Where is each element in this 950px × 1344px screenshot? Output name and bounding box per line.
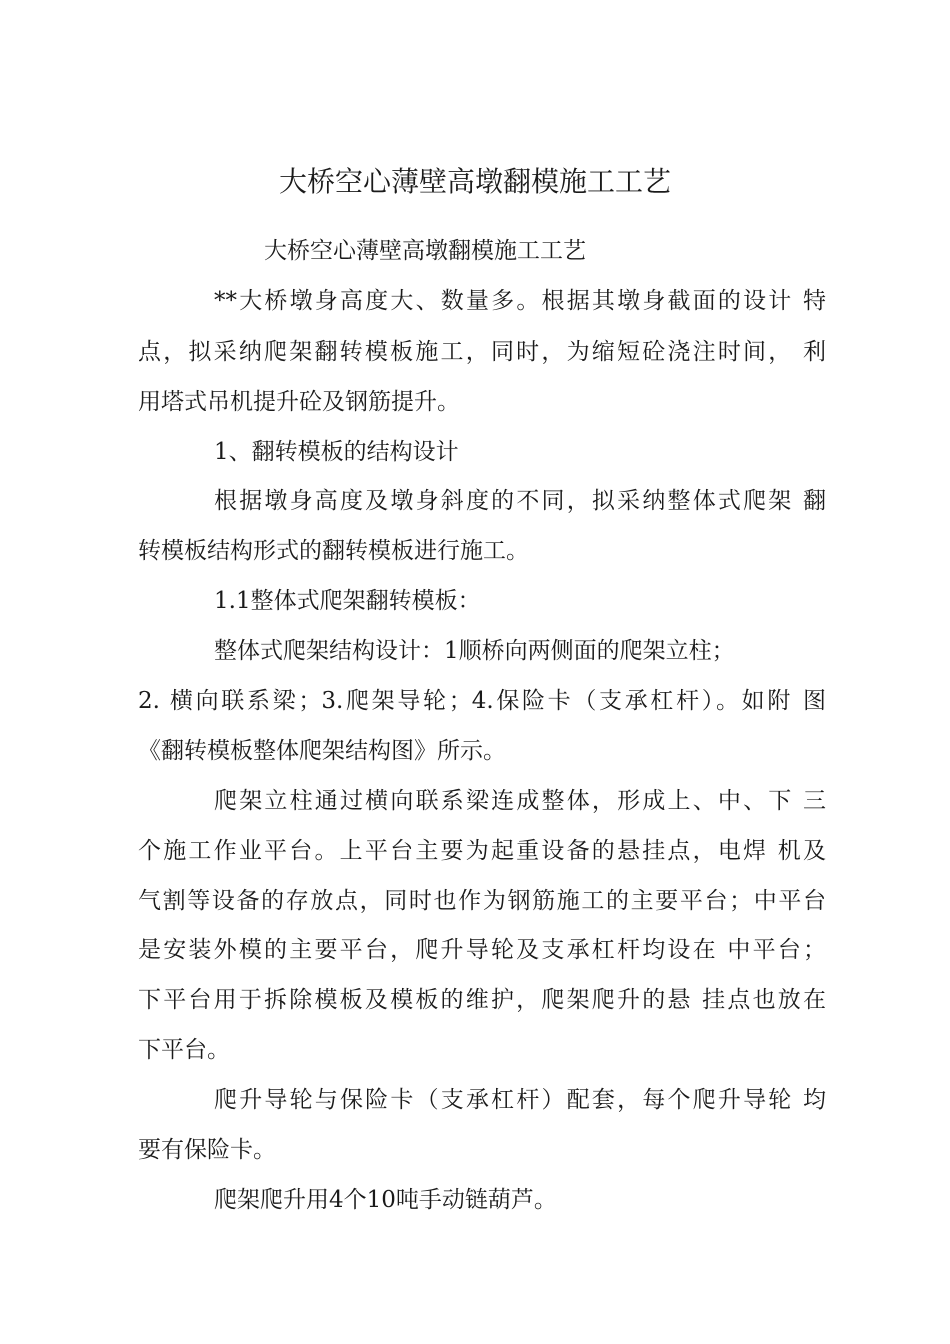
paragraph-line: 点，拟采纳爬架翻转模板施工，同时，为缩短砼浇注时间， 利 [138,339,826,365]
paragraph-line: 根据墩身高度及墩身斜度的不同，拟采纳整体式爬架 翻 [214,488,826,514]
paragraph-line: 个施工作业平台。上平台主要为起重设备的悬挂点，电焊 机及 [138,838,826,864]
subsection-heading: 1.1整体式爬架翻转模板： [214,588,481,614]
paragraph-line: 下平台用于拆除模板及模板的维护，爬架爬升的悬 挂点也放在 [138,987,826,1013]
paragraph-line: 爬架爬升用4个10吨手动链葫芦。 [214,1187,557,1213]
paragraph-line: 气割等设备的存放点，同时也作为钢筋施工的主要平台；中平台 [138,888,826,914]
paragraph-line: 2. 横向联系梁；3.爬架导轮；4.保险卡（支承杠杆）。如附 图 [138,688,826,714]
document-subtitle: 大桥空心薄壁高墩翻模施工工艺 [264,238,586,264]
paragraph-line: 用塔式吊机提升砼及钢筋提升。 [138,389,460,415]
paragraph-line: 要有保险卡。 [138,1137,276,1163]
paragraph-line: 转模板结构形式的翻转模板进行施工。 [138,538,529,564]
section-heading: 1、翻转模板的结构设计 [214,439,459,465]
paragraph-line: 爬架立柱通过横向联系梁连成整体，形成上、中、下 三 [214,788,826,814]
paragraph-line: 整体式爬架结构设计：1顺桥向两侧面的爬架立柱； [214,638,735,664]
paragraph-line: 爬升导轮与保险卡（支承杠杆）配套，每个爬升导轮 均 [214,1087,826,1113]
paragraph-line: **大桥墩身高度大、数量多。根据其墩身截面的设计 特 [214,288,826,314]
paragraph-line: 《翻转模板整体爬架结构图》所示。 [138,738,506,764]
document-title: 大桥空心薄壁高墩翻模施工工艺 [278,165,671,198]
paragraph-line: 是安装外模的主要平台，爬升导轮及支承杠杆均设在 中平台； [138,937,826,963]
paragraph-line: 下平台。 [138,1037,230,1063]
